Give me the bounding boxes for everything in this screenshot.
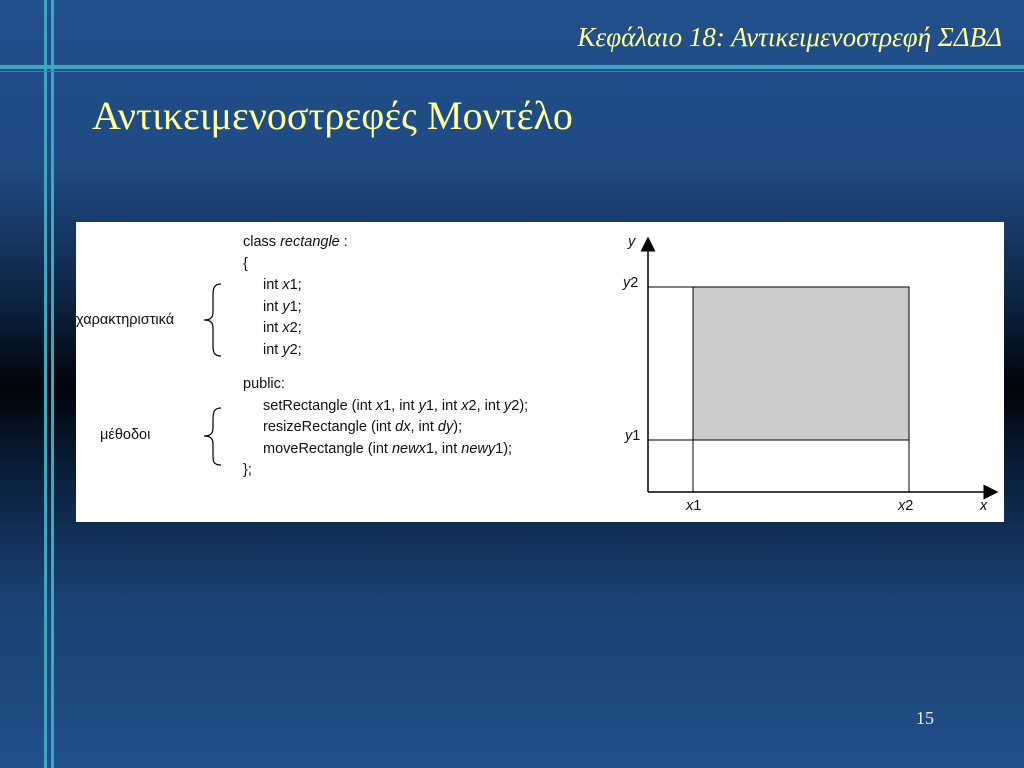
class-name: rectangle <box>280 234 340 250</box>
y2-var: y <box>623 275 631 291</box>
attribute-type: int <box>263 298 283 315</box>
param-sep: 1); <box>495 440 513 457</box>
class-colon: : <box>339 234 348 250</box>
param-var: x <box>375 397 384 414</box>
methods-label: μέθοδοι <box>100 427 151 443</box>
attribute-type: int <box>263 320 283 336</box>
attribute-line <box>243 275 528 297</box>
attributes-label: χαρακτηριστικά <box>76 312 175 328</box>
attribute-suffix: 2; <box>289 341 302 358</box>
y2-label <box>623 275 638 291</box>
x2-num: 2 <box>905 498 914 514</box>
param-var: x <box>461 397 469 414</box>
class-keyword: class <box>243 234 281 250</box>
attribute-suffix: 1; <box>289 277 302 293</box>
param-var: newy <box>461 440 496 457</box>
param-var: y <box>504 397 512 414</box>
x1-label <box>686 498 701 514</box>
y2-num: 2 <box>630 275 639 291</box>
x1-num: 1 <box>693 498 702 514</box>
x2-var: x <box>898 498 906 514</box>
param-var: y <box>418 397 426 414</box>
attribute-line <box>243 297 528 319</box>
attribute-suffix: 2; <box>289 320 302 336</box>
method-line <box>243 417 528 439</box>
y-axis-label: y <box>628 234 636 250</box>
attribute-var: x <box>282 320 290 336</box>
class-figure <box>76 222 1004 522</box>
methods-brace <box>204 408 221 465</box>
header-rule-thin <box>0 71 1024 72</box>
method-name: setRectangle (int <box>263 397 376 414</box>
attribute-type: int <box>263 341 283 358</box>
x1-var: x <box>686 498 694 514</box>
method-name: moveRectangle (int <box>263 440 392 457</box>
method-line <box>243 439 528 461</box>
param-sep: ); <box>453 419 463 435</box>
attribute-var: x <box>282 277 290 293</box>
class-declaration <box>243 232 528 254</box>
param-sep: 2, int <box>468 397 504 414</box>
left-rule-inner <box>51 0 54 768</box>
param-var: newx <box>391 440 426 457</box>
param-var: dy <box>437 419 454 435</box>
attributes-brace <box>204 284 221 356</box>
method-line <box>243 396 528 418</box>
x2-label <box>898 498 913 514</box>
param-sep: 1, int <box>383 397 419 414</box>
close-brace: }; <box>243 462 252 478</box>
attribute-type: int <box>263 277 283 293</box>
param-var: dx <box>395 419 411 435</box>
public-label: public: <box>243 376 285 392</box>
y1-label <box>625 428 640 444</box>
y1-var: y <box>625 428 633 444</box>
x-axis-label: x <box>980 498 988 514</box>
rectangle-shape <box>693 287 909 440</box>
figure-drawing <box>76 222 1004 522</box>
slide-title: Αντικειμενοστρεφές Μοντέλο <box>92 93 573 138</box>
attribute-var: y <box>282 341 290 358</box>
class-code <box>243 232 528 482</box>
method-name: resizeRectangle (int <box>263 419 396 435</box>
left-rule-outer <box>44 0 47 768</box>
attribute-suffix: 1; <box>289 298 302 315</box>
page-number: 15 <box>916 708 934 728</box>
chapter-header: Κεφάλαιο 18: Αντικειμενοστρεφή ΣΔΒΔ <box>577 22 1002 52</box>
param-sep: , int <box>410 419 438 435</box>
param-sep: 1, int <box>425 397 462 414</box>
attribute-var: y <box>282 298 290 315</box>
param-sep: 1, int <box>425 440 462 457</box>
param-sep: 2); <box>511 397 529 414</box>
y1-num: 1 <box>632 428 641 444</box>
attribute-line <box>243 318 528 340</box>
header-rule <box>0 65 1024 69</box>
attribute-line <box>243 340 528 362</box>
open-brace: { <box>243 255 248 272</box>
